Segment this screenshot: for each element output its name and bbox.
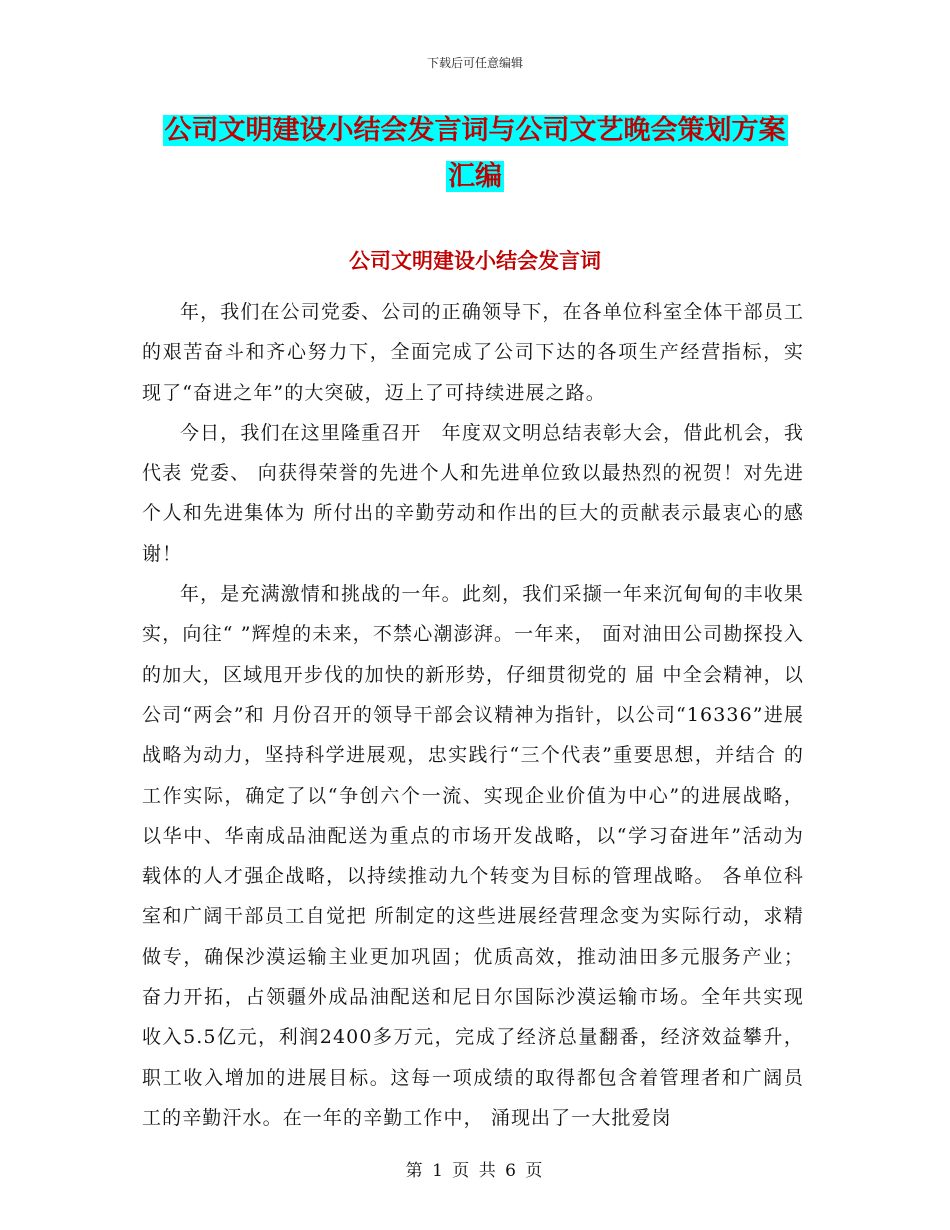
document-title-line-1: 公司文明建设小结会发言词与公司文艺晚会策划方案 — [164, 115, 786, 146]
paragraph: 年，我们在公司党委、公司的正确领导下，在各单位科室全体干部员工的艰苦奋斗和齐心努力下，全面完成了公司下达的各项生产经营指标，实现了“奋进之年”的大突破，迈上了可持续进展之路。 — [142, 301, 804, 404]
page-number-footer: 第 1 页 共 6 页 — [405, 1161, 545, 1181]
paragraph: 今日，我们在这里隆重召开 年度双文明总结表彰大会，借此机会，我代表 党委、 向获得荣誉的先进个人和先进单位致以最热烈的祝贺！对先进个人和先进集体为 所付出的辛勤劳动和作出的巨大的贡献表示最衷心的感谢！ — [142, 421, 804, 565]
body-text — [142, 292, 804, 1138]
section-title: 公司文明建设小结会发言词 — [349, 249, 601, 273]
document-title — [140, 108, 810, 200]
paragraph: 年，是充满激情和挑战的一年。此刻，我们采撷一年来沉甸甸的丰收果实，向往“ ”辉煌的未来，不禁心潮澎湃。一年来， 面对油田公司勘探投入的加大，区域甩开步伐的加快的新形势，仔细贯彻党的 届 中全会精神，以公司“两会”和 月份召开的领导干部会议精神为指针，以公司“16336”进展战略为动力，坚持科学进展观，忠实践行“三个代表”重要思想，并结合 的工作实际，确定了以“争创六个一流、实现企业价值为中心”的进展战略，以华中、华南成品油配送为重点的市场开发战略，以“学习奋进年”活动为载体的人才强企战略，以持续推动九个转变为目标的管理战略。 各单位科室和广阔干部员工自觉把 所制定的这些进展经营理念变为实际行动，求精做专，确保沙漠运输主业更加巩固；优质高效，推动油田多元服务产业；奋力开拓，占领疆外成品油配送和尼日尔国际沙漠运输市场。全年共实现收入5.5亿元，利润2400多万元，完成了经济总量翻番，经济效益攀升，职工收入增加的进展目标。这每一项成绩的取得都包含着管理者和广阔员工的辛勤汗水。在一年的辛勤工作中， 涌现出了一大批爱岗 — [142, 583, 804, 1129]
header-note: 下载后可任意编辑 — [426, 56, 523, 70]
document-title-line-2: 汇编 — [448, 161, 502, 192]
